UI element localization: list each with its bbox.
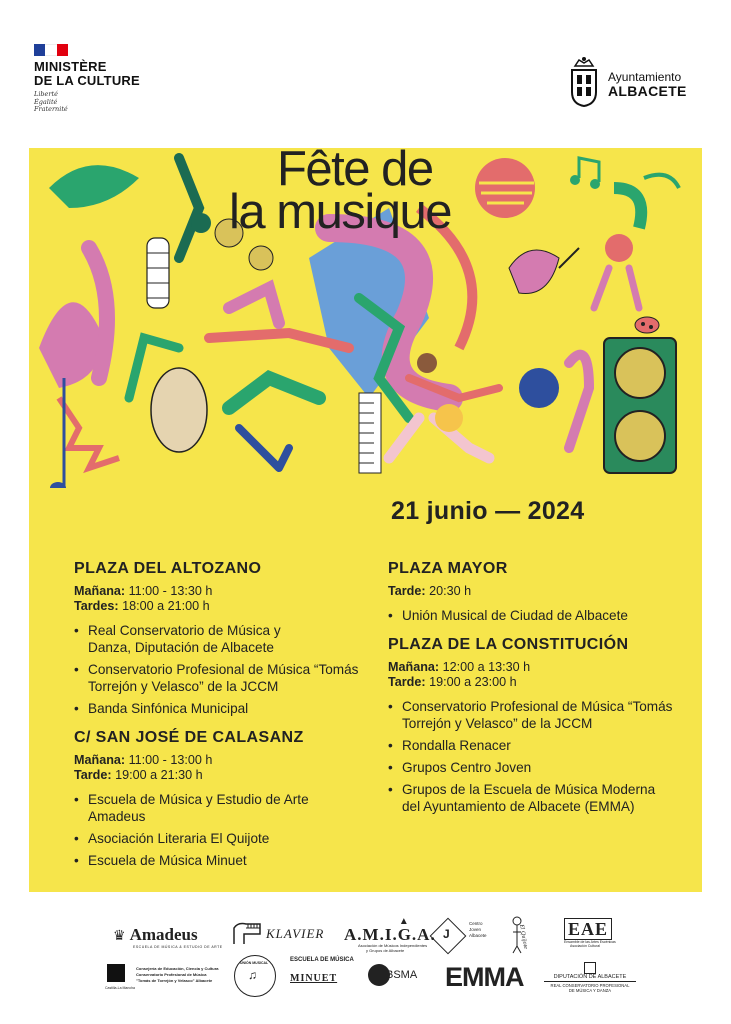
list-item: • Asociación Literaria El Quijote: [74, 830, 364, 847]
evening-hours: 19:00 a 21:30 h: [115, 768, 203, 782]
list-item: • Conservatorio Profesional de Música “Tomás Torrejón y Velasco” de la JCCM: [74, 661, 360, 695]
poster: [29, 148, 702, 892]
amiga-subtitle-2: y Grupos de Albacete: [366, 948, 405, 953]
performer-list: [388, 607, 688, 624]
performer-list: [388, 698, 688, 815]
bsma-name: BSMA: [386, 969, 418, 981]
jccm-line-3: "Tomás de Torrejón y Velasco" Albacete: [136, 978, 213, 983]
centro-joven-line-2: Joven: [469, 927, 482, 932]
venue-schedule: [388, 660, 688, 690]
french-flag-icon: [34, 44, 68, 56]
centro-joven-text: [469, 921, 487, 939]
diputacion-crest-icon: [584, 962, 596, 974]
bsma-logo: [368, 964, 417, 986]
venue-schedule: [388, 584, 688, 599]
amiga-tree-icon: ▲: [398, 916, 409, 927]
evening-hours: 20:30 h: [429, 584, 472, 598]
albacete-crest-icon: [569, 56, 599, 108]
venue-schedule: [74, 584, 364, 614]
eae-subtitle-1: Ensamble de las Artes Escénicas: [564, 940, 616, 944]
eae-logo: [564, 918, 616, 948]
amadeus-name: Amadeus: [129, 925, 198, 944]
morning-hours: 12:00 a 13:30 h: [442, 660, 531, 674]
emma-logo: [445, 962, 524, 993]
minuet-name: MINUET: [290, 973, 338, 984]
ministry-logo-text: [34, 60, 140, 88]
performer-list: [74, 791, 364, 869]
evening-hours: 19:00 a 23:00 h: [429, 675, 517, 689]
diputacion-logo: [544, 962, 636, 993]
centro-joven-j-icon: J: [443, 927, 450, 941]
morning-label: Mañana:: [74, 753, 126, 767]
city-hall-line-2: ALBACETE: [608, 83, 687, 99]
evening-label: Tarde:: [74, 768, 112, 782]
poster-title: [229, 148, 529, 239]
amadeus-subtitle: ESCUELA DE MÚSICA & ESTUDIO DE ARTE: [133, 945, 223, 949]
morning-hours: 11:00 - 13:00 h: [128, 753, 213, 767]
centro-joven-line-3: Albacete: [469, 933, 487, 938]
eae-subtitle-2: Asociación Cultural: [570, 944, 600, 948]
title-line-2: la musique: [229, 185, 451, 239]
jccm-emblem-icon: [107, 964, 125, 982]
ministry-line-2: DE LA CULTURE: [34, 73, 140, 88]
minuet-logo: [290, 957, 354, 984]
venue-name: PLAZA MAYOR: [388, 560, 508, 577]
quijote-name: El Quijote: [518, 924, 529, 950]
venues-left-column: [74, 560, 364, 874]
republic-motto: [34, 91, 68, 114]
emma-name: EMMA: [445, 962, 524, 992]
list-item: • Real Conservatorio de Música y Danza, Diputación de Albacete: [74, 622, 318, 656]
evening-hours: 18:00 a 21:00 h: [122, 599, 210, 613]
venues-right-column: [388, 560, 688, 820]
venue-name: C/ SAN JOSÉ DE CALASANZ: [74, 729, 304, 746]
motto-egalite: Égalité: [34, 97, 58, 106]
diputacion-line-2: REAL CONSERVATORIO PROFESIONAL: [550, 983, 630, 988]
morning-hours: 11:00 - 13:30 h: [128, 584, 213, 598]
amiga-logo: [344, 916, 436, 953]
city-hall-logo-text: [608, 70, 687, 98]
list-item: • Grupos de la Escuela de Música Moderna del Ayuntamiento de Albacete (EMMA): [388, 781, 657, 815]
diputacion-line-3: DE MÚSICA Y DANZA: [568, 988, 612, 993]
evening-label: Tardes:: [74, 599, 119, 613]
list-item: • Escuela de Música Minuet: [74, 852, 364, 869]
title-line-1: Fête de: [277, 148, 433, 196]
klavier-name: KLAVIER: [266, 926, 325, 941]
jccm-line-1: Consejería de Educación, Ciencia y Cultura: [136, 966, 219, 971]
union-musical-name: UNIÓN MUSICAL: [240, 961, 269, 965]
lyre-icon: ♫: [248, 968, 257, 982]
evening-label: Tarde:: [388, 584, 426, 598]
venue-schedule: [74, 753, 364, 783]
list-item: • Banda Sinfónica Municipal: [74, 700, 364, 717]
jccm-region-name: Castilla-La Mancha: [105, 986, 135, 990]
eae-name: EAE: [564, 918, 612, 940]
ministry-line-1: MINISTÈRE: [34, 59, 107, 74]
city-hall-line-1: Ayuntamiento: [608, 70, 682, 84]
amiga-subtitle-1: Asociación de Músicos Independientes: [358, 943, 428, 948]
piano-icon: [232, 920, 262, 946]
diputacion-line-1: DIPUTACIÓN DE ALBACETE: [544, 974, 636, 982]
list-item: • Unión Musical de Ciudad de Albacete: [388, 607, 688, 624]
motto-liberte: Liberté: [34, 90, 58, 98]
list-item: • Conservatorio Profesional de Música “Tomás Torrejón y Velasco” de la JCCM: [388, 698, 687, 732]
amadeus-crest-icon: ♛: [113, 929, 126, 944]
minuet-title: ESCUELA DE MÚSICA: [290, 957, 354, 963]
venue-name: PLAZA DE LA CONSTITUCIÓN: [388, 636, 629, 653]
motto-fraternite: Fraternité: [34, 105, 68, 113]
union-musical-logo: [234, 955, 278, 999]
el-quijote-logo: [510, 916, 548, 958]
list-item: • Escuela de Música y Estudio de Arte Amadeus: [74, 791, 363, 825]
event-date: 21 junio — 2024: [391, 497, 585, 525]
centro-joven-line-1: Centro: [469, 921, 483, 926]
amadeus-logo: [113, 925, 223, 949]
list-item: • Grupos Centro Joven: [388, 759, 688, 776]
performer-list: [74, 622, 364, 717]
morning-label: Mañana:: [74, 584, 126, 598]
klavier-logo: [232, 920, 324, 951]
morning-label: Mañana:: [388, 660, 440, 674]
venue-name: PLAZA DEL ALTOZANO: [74, 560, 262, 577]
evening-label: Tarde:: [388, 675, 426, 689]
list-item: • Rondalla Renacer: [388, 737, 688, 754]
jccm-text: [136, 966, 246, 984]
amiga-name: A.M.I.G.A.: [344, 925, 436, 944]
jccm-line-2: Conservatorio Profesional de Música: [136, 972, 207, 977]
